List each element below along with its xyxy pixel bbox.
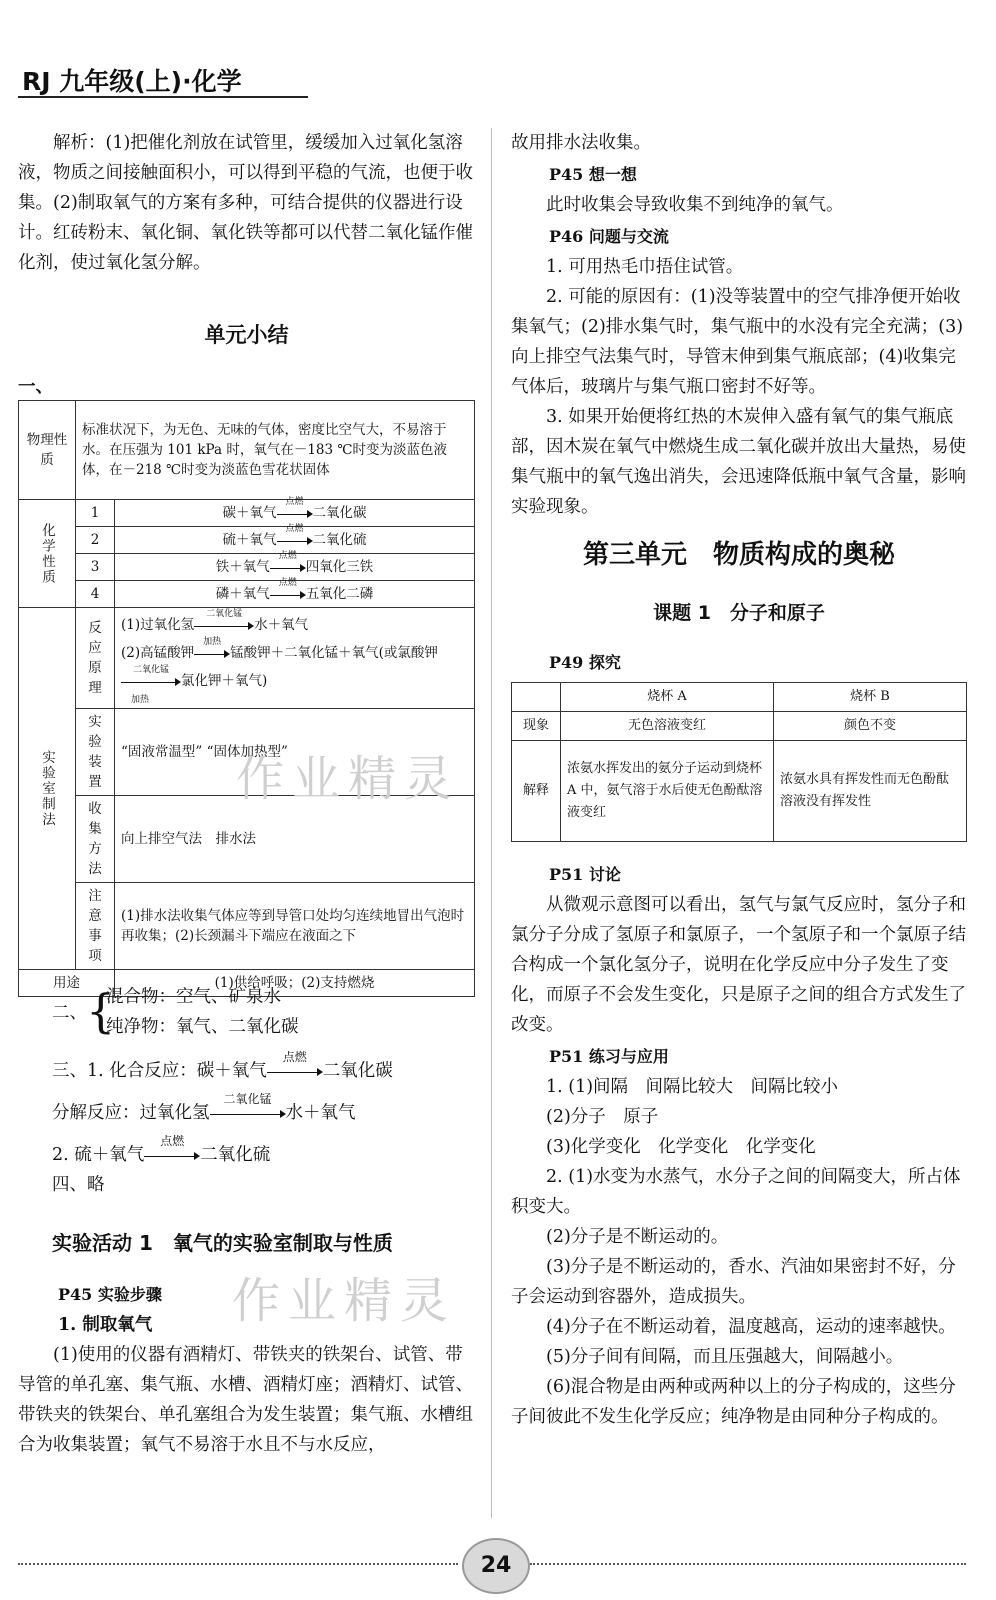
experiment-table: [511, 682, 967, 842]
corner-cell: [512, 683, 561, 712]
right-lower: [511, 858, 967, 1432]
page-number: 24: [462, 1538, 530, 1594]
p51-practice-title: P51 练习与应用: [549, 1047, 669, 1066]
phys-label: 物理性质: [19, 401, 76, 500]
p46-answer-3: 3. 如果开始便将红热的木炭伸入盛有氧气的集气瓶底部，因木炭在氧气中燃烧生成二氧化碳并放出大量热，易使集气瓶中的氧气逸出消失，会迅速降低瓶中氧气含量，影响实验现象。: [511, 407, 966, 517]
p45-think-title: P45 想一想: [549, 165, 637, 184]
sulfur-reaction: [52, 1133, 472, 1170]
column-divider: [491, 128, 492, 1518]
eq-condition-below: 加热: [131, 695, 150, 705]
chem-equation: [115, 550, 475, 581]
eq-right: 锰酸钾＋二氧化锰＋氧气(或氯酸钾: [230, 645, 438, 661]
p46-answer-1: 1. 可用热毛巾捂住试管。: [546, 257, 744, 277]
continued-text: 故用排水法收集。: [511, 133, 651, 153]
header-beaker-a: 烧杯 A: [561, 683, 774, 712]
explanation-a: 浓氨水挥发出的氨分子运动到烧杯 A 中，氨气溶于水后使无色酚酞溶液变红: [561, 741, 774, 842]
watermark: 作业精灵: [236, 751, 461, 807]
eq-condition: 二氧化锰: [206, 608, 243, 619]
chem-equation: [115, 523, 475, 554]
phys-text: 标准状况下，为无色、无味的气体，密度比空气大，不易溶于水。在压强为 101 kPa 时，氧气在－183 ℃时变为淡蓝色液体，在－218 ℃时变为淡蓝色雪花状固体: [76, 401, 475, 500]
eq-condition: 二氧化锰: [223, 1091, 272, 1106]
answer-2-1: 2. (1)水变为水蒸气，水分子之间的间隔变大，所占体积变大。: [511, 1167, 961, 1217]
reaction-arrow: [270, 550, 306, 574]
p46-answer-2: 2. 可能的原因有：(1)没等装置中的空气排净便开始收集氧气；(2)排水集气时，集气瓶中的水没有完全充满；(3)向上排空气法集气时，导管末伸到集气瓶底部；(4)收集完气体后，玻璃片与集气瓶口密封不好等。: [511, 287, 964, 397]
p45-think-text: 此时收集会导致收集不到纯净的氧气。: [546, 195, 844, 215]
eq-left: 分解反应：过氧化氢: [52, 1103, 210, 1123]
chem-row-num: 2: [76, 527, 115, 554]
steps-title: P45 实验步骤: [58, 1285, 162, 1304]
eq-right: 二氧化碳: [322, 1061, 393, 1081]
p49-title: P49 探究: [549, 653, 621, 672]
chem-row-num: 4: [76, 581, 115, 608]
classification: [52, 982, 472, 1044]
eq-left: 铁＋氧气: [215, 559, 270, 575]
eq-right: 二氧化碳: [312, 505, 367, 521]
note-label: 注意事项: [76, 883, 115, 970]
note-text: (1)排水法收集气体应等到导管口处均匀连续地冒出气泡时再收集；(2)长颈漏斗下端应在液面之下: [115, 883, 475, 970]
brace: {: [86, 984, 116, 1038]
p46-title: P46 问题与交流: [549, 227, 669, 246]
eq-condition: 点燃: [278, 577, 297, 588]
unit-three-title: 第三单元 物质构成的奥秘: [582, 540, 895, 570]
p51-discussion-text: 从微观示意图可以看出，氢气与氯气反应时，氢分子和氯分子分成了氢原子和氯原子，一个氢原子和一个氯原子结合构成一个氯化氢分子，说明在化学反应中分子发生了变化，而原子不会发生变化，只是原子之间的组合方式发生了改变。: [511, 895, 966, 1035]
device-label: 实验装置: [76, 709, 115, 796]
eq-condition: 点燃: [282, 1049, 307, 1064]
eq-condition: 点燃: [278, 550, 297, 561]
reaction-arrow: [194, 608, 254, 632]
eq-condition: 点燃: [285, 523, 304, 534]
eq-right: 水＋氧气: [254, 617, 309, 633]
collect-label: 收集方法: [76, 796, 115, 883]
combination-reaction: [52, 1049, 472, 1086]
chem-equation: [115, 496, 475, 527]
explanation-b: 浓氨水具有挥发性而无色酚酞溶液没有挥发性: [774, 741, 967, 842]
answer-1-3: (3)化学变化 化学变化 化学变化: [546, 1137, 816, 1157]
eq-condition: 二氧化锰: [132, 664, 169, 675]
principle-text: [115, 608, 475, 709]
chem-row-num: 3: [76, 554, 115, 581]
eq-condition: 点燃: [285, 496, 304, 507]
right-column: [511, 128, 967, 678]
reaction-arrow: [210, 1091, 286, 1120]
answer-2-6: (6)混合物是由两种或两种以上的分子构成的，这些分子间彼此不发生化学反应；纯净物是由同种分子构成的。: [511, 1377, 956, 1427]
use-label: 用途: [19, 970, 115, 997]
reaction-arrow: [270, 577, 306, 601]
use-text: (1)供给呼吸；(2)支持燃烧: [115, 970, 475, 997]
eq-right: 二氧化硫: [312, 532, 367, 548]
watermark: 作业精灵: [232, 1273, 457, 1329]
principle-label: 反应原理: [76, 608, 115, 709]
eq-right: 水＋氧气: [285, 1103, 356, 1123]
collect-text: 向上排空气法 排水法: [115, 796, 475, 883]
pure-text: 纯净物：氧气、二氧化碳: [106, 1017, 299, 1037]
part-four: 四、略: [52, 1175, 105, 1195]
answer-2-3: (3)分子是不断运动的，香水、汽油如果密封不好，分子会运动到容器外，造成损失。: [511, 1257, 956, 1307]
device-text: “固液常温型” “固体加热型”: [115, 709, 475, 796]
header-rule: [18, 96, 308, 98]
chem-row-num: 1: [76, 500, 115, 527]
step-one-text: (1)使用的仪器有酒精灯、带铁夹的铁架台、试管、带导管的单孔塞、集气瓶、水槽、酒精灯座；酒精灯、试管、带铁夹的铁架台、单孔塞组合为发生装置；集气瓶、水槽组合为收集装置；氧气不易溶于水且不与水反应，: [18, 1345, 473, 1455]
phenomenon-a: 无色溶液变红: [561, 712, 774, 741]
activity-title: 实验活动 1 氧气的实验室制取与性质: [52, 1231, 393, 1255]
decomposition-reaction: [52, 1091, 472, 1128]
eq-condition: 点燃: [160, 1133, 185, 1148]
p51-discussion-title: P51 讨论: [549, 865, 621, 884]
row-phenomenon: 现象: [512, 712, 561, 741]
chem-equation: [115, 577, 475, 608]
footer-rule-right: [530, 1563, 966, 1565]
unit-summary-title: 单元小结: [204, 323, 289, 347]
reaction-arrow: [267, 1049, 323, 1078]
answer-1-2: (2)分子 原子: [546, 1107, 659, 1127]
reaction-arrow: [194, 636, 230, 660]
phenomenon-b: 颜色不变: [774, 712, 967, 741]
lab-label: 实验室制法: [19, 608, 76, 970]
principle-line: [121, 608, 468, 639]
eq-left: 三、1. 化合反应：碳＋氧气: [52, 1061, 267, 1081]
eq-right: 四氧化三铁: [305, 559, 374, 575]
eq-left: 磷＋氧气: [215, 586, 270, 602]
running-header: RJ 九年级(上)·化学: [22, 67, 242, 96]
eq-condition: 加热: [203, 636, 222, 647]
principle-line: [121, 636, 468, 667]
header-beaker-b: 烧杯 B: [774, 683, 967, 712]
eq-right: 五氧化二磷: [305, 586, 374, 602]
left-column: [18, 128, 475, 402]
part-one-label: 一、: [18, 377, 53, 397]
eq-left: 2. 硫＋氧气: [52, 1145, 145, 1165]
lesson-one-title: 课题 1 分子和原子: [653, 602, 825, 624]
reaction-arrow: [121, 664, 181, 688]
reaction-arrow: [277, 496, 313, 520]
summary-table: [18, 400, 475, 997]
analysis-paragraph: 解析：(1)把催化剂放在试管里，缓缓加入过氧化氢溶液，物质之间接触面积小，可以得到平稳的气流，也便于收集。(2)制取氧气的方案有多种，可结合提供的仪器进行设计。红砖粉末、氧化铜、氧化铁等都可以代替二氧化锰作催化剂，使过氧化氢分解。: [18, 133, 473, 273]
answer-2-5: (5)分子间有间隔，而且压强越大，间隔越小。: [546, 1347, 904, 1367]
footer-rule-left: [18, 1563, 458, 1565]
eq-left: (1)过氧化氢: [121, 617, 195, 633]
mixture-text: 混合物：空气、矿泉水: [106, 987, 281, 1007]
eq-left: 碳＋氧气: [222, 505, 277, 521]
left-lower: [52, 982, 472, 1200]
part-two-label: 二、: [52, 1003, 87, 1023]
answer-2-2: (2)分子是不断运动的。: [546, 1227, 729, 1247]
reaction-arrow: [277, 523, 313, 547]
reaction-arrow: [144, 1133, 200, 1162]
eq-left: (2)高锰酸钾: [121, 645, 195, 661]
answer-1-1: 1. (1)间隔 间隔比较大 间隔比较小: [546, 1077, 839, 1097]
step-one: 1. 制取氧气: [58, 1315, 153, 1335]
chem-label: 化学性质: [19, 500, 76, 608]
principle-line: [121, 664, 468, 705]
eq-right: 氯化钾＋氧气): [181, 673, 268, 689]
row-explanation: 解释: [512, 741, 561, 842]
answer-2-4: (4)分子在不断运动着，温度越高，运动的速率越快。: [546, 1317, 956, 1337]
eq-right: 二氧化硫: [200, 1145, 271, 1165]
eq-left: 硫＋氧气: [222, 532, 277, 548]
